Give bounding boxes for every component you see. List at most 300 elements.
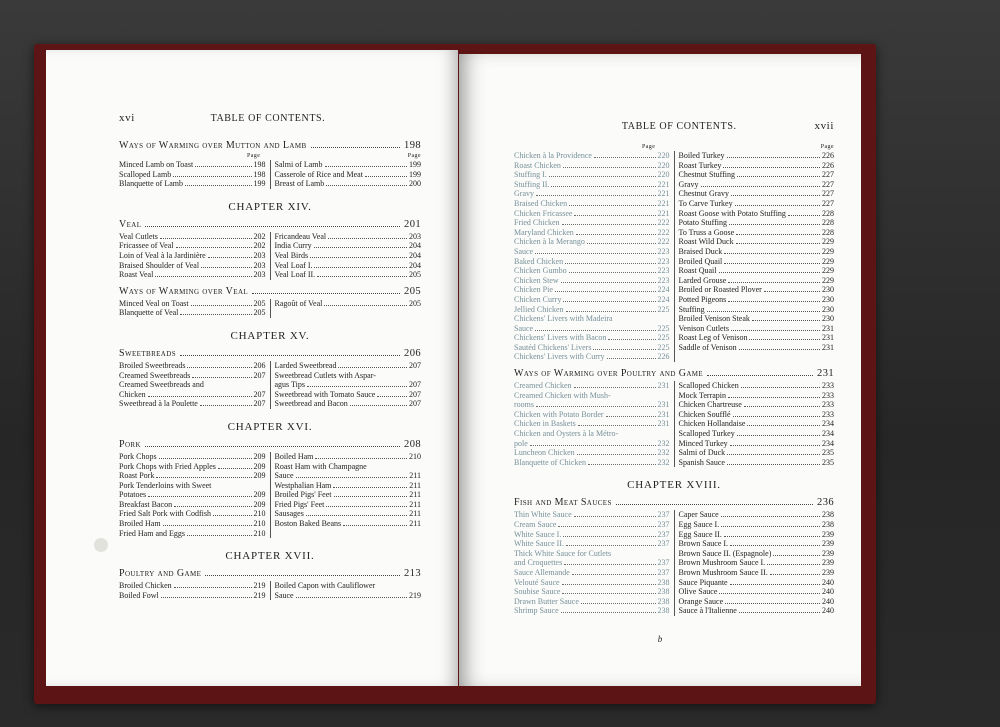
entry-page: 203	[253, 250, 266, 260]
entry-page: 238	[822, 510, 834, 520]
dot-leader	[739, 612, 820, 613]
toc-entry	[514, 558, 670, 568]
entry-title: Larded Grouse	[678, 275, 727, 285]
toc-entry	[514, 352, 670, 362]
toc-entry	[679, 410, 835, 420]
dot-leader	[160, 238, 252, 239]
right-column	[675, 510, 835, 616]
entry-page: 207	[409, 380, 421, 390]
entry-title: Chickens' Livers with Curry	[514, 352, 605, 362]
entry-title: Brown Sauce I.	[678, 539, 729, 549]
entry-title: Fried Ham and Eggs	[119, 528, 185, 538]
toc-entry	[514, 218, 670, 228]
toc-entry	[679, 606, 835, 616]
dot-leader	[563, 167, 656, 168]
dot-leader	[535, 253, 655, 254]
entry-title: Sauce	[514, 323, 534, 333]
dot-leader	[365, 176, 407, 177]
page-label-left: Page	[642, 144, 656, 150]
toc-entry	[514, 189, 670, 199]
page-column-label	[119, 153, 421, 159]
entry-title: Shrimp Sauce	[514, 606, 559, 616]
entry-page: 228	[822, 227, 834, 237]
dot-leader	[752, 320, 820, 321]
dot-leader	[594, 157, 656, 158]
toc-entry	[679, 295, 835, 305]
toc-entry	[275, 490, 422, 500]
dot-leader	[724, 253, 820, 254]
entry-page: 239	[822, 567, 834, 577]
entry-page: 233	[822, 381, 834, 391]
two-column-entries	[119, 160, 421, 189]
entry-page: 239	[822, 539, 834, 549]
two-column-entries	[514, 510, 834, 616]
toc-entry	[514, 276, 670, 286]
entry-page: 231	[822, 333, 834, 343]
dot-leader	[707, 375, 813, 376]
section-title: Ways of Warming over Mutton and Lamb	[119, 140, 307, 151]
entry-page: 222	[657, 237, 670, 247]
entry-title: Minced Turkey	[678, 438, 728, 448]
entry-title: Thick White Sauce for Cutlets	[514, 548, 612, 558]
dot-leader	[736, 234, 820, 235]
toc-entry	[514, 510, 670, 520]
left-column	[119, 232, 271, 280]
entry-page: 231	[657, 381, 670, 391]
entry-title: Sweetbread Cutlets with Aspar-	[274, 370, 376, 380]
entry-page: 204	[409, 250, 421, 260]
signature-mark: b	[657, 634, 663, 644]
left-column	[514, 510, 675, 616]
dot-leader	[338, 367, 407, 368]
entry-page: 231	[822, 342, 834, 352]
entry-page: 205	[409, 298, 421, 308]
section-title: Pork	[119, 438, 141, 450]
dot-leader	[530, 445, 656, 446]
toc-entry	[514, 578, 670, 588]
toc-entry	[679, 305, 835, 315]
dot-leader	[159, 458, 252, 459]
toc-entry	[119, 519, 266, 529]
toc-entry	[679, 266, 835, 276]
toc-entry	[679, 520, 835, 530]
entry-title: Ragoût of Veal	[274, 298, 323, 308]
entry-title: Roast Goose with Potato Stuffing	[678, 208, 786, 218]
entry-title: Chicken Soufflé	[678, 409, 731, 419]
dot-leader	[719, 272, 821, 273]
right-column	[675, 381, 835, 467]
dot-leader	[314, 267, 407, 268]
entry-page: 229	[822, 266, 834, 276]
toc-entry	[679, 324, 835, 334]
entry-title: Sauce à l'Italienne	[678, 606, 737, 616]
entry-title: To Truss a Goose	[678, 227, 735, 237]
toc-entry	[514, 410, 670, 420]
entry-title: Fried Salt Pork with Codfish	[119, 509, 212, 519]
toc-entry	[514, 400, 670, 410]
entry-title: Caper Sauce	[678, 510, 719, 520]
entry-title: Chicken à la Merango	[514, 237, 585, 247]
entry-page: 237	[657, 510, 670, 520]
entry-title: Chicken à la Providence	[514, 151, 592, 160]
entry-title: Roast Chicken	[514, 160, 561, 170]
section-page: 208	[404, 438, 421, 450]
entry-title: Luncheon Chicken	[514, 448, 575, 458]
entry-page: 231	[822, 323, 834, 333]
entry-page: 219	[253, 581, 266, 591]
dot-leader	[721, 516, 820, 517]
entry-page: 223	[657, 256, 670, 266]
entry-page: 225	[657, 333, 670, 343]
left-column	[119, 299, 271, 318]
dot-leader	[744, 406, 820, 407]
entry-title: Pork Chops	[119, 451, 157, 461]
dot-leader	[310, 257, 407, 258]
dot-leader	[730, 445, 820, 446]
dot-leader	[187, 367, 251, 368]
toc-entry	[119, 452, 266, 462]
entry-title: Chicken Curry	[514, 294, 562, 304]
chapter-heading: CHAPTER XIV.	[228, 200, 312, 213]
section-heading	[119, 439, 421, 450]
entry-page: 237	[657, 520, 670, 529]
dot-leader	[350, 405, 407, 406]
toc-entry	[275, 241, 422, 251]
toc-entry	[679, 247, 835, 257]
section-page: 205	[404, 285, 421, 297]
entry-page: 205	[253, 298, 266, 308]
chapter-heading: CHAPTER XVIII.	[627, 479, 721, 492]
toc-entry	[275, 390, 422, 400]
entry-title: Chestnut Gravy	[678, 189, 729, 199]
entry-page: 225	[657, 304, 670, 314]
toc-entry	[119, 399, 266, 409]
toc-entry	[514, 228, 670, 238]
toc-entry	[514, 429, 670, 439]
dot-leader	[148, 496, 251, 497]
entry-page: 227	[822, 189, 834, 199]
entry-title: Potatoes	[119, 490, 147, 500]
entry-title: rooms	[514, 400, 534, 410]
dot-leader	[328, 238, 407, 239]
dot-leader	[727, 157, 820, 158]
toc-entry	[119, 380, 266, 390]
entry-title: Chickens' Livers with Bacon	[514, 333, 607, 343]
entry-page: 232	[657, 457, 670, 467]
entry-page: 237	[657, 567, 670, 577]
entry-page: 227	[822, 179, 834, 189]
entry-page: 226	[657, 352, 670, 362]
toc-entry	[514, 257, 670, 267]
toc-entry	[679, 189, 835, 199]
toc-entry	[679, 161, 835, 171]
toc-entry	[679, 151, 835, 161]
toc-entry	[514, 237, 670, 247]
entry-page: 233	[822, 390, 834, 400]
left-column	[514, 381, 675, 467]
entry-page: 227	[822, 170, 834, 180]
entry-title: Gravy	[678, 179, 699, 189]
entry-page: 224	[657, 294, 670, 304]
entry-page: 207	[409, 360, 421, 370]
toc-entry	[679, 209, 835, 219]
dot-leader	[201, 267, 251, 268]
two-column-entries	[514, 151, 834, 362]
entry-title: Creamed Sweetbreads	[119, 370, 191, 380]
entry-title: Jellied Chicken	[514, 304, 564, 314]
dot-leader	[218, 468, 252, 469]
dot-leader	[737, 176, 820, 177]
dot-leader	[569, 272, 656, 273]
dot-leader	[730, 545, 820, 546]
entry-page: 238	[657, 587, 670, 597]
dot-leader	[730, 584, 820, 585]
entry-page: 233	[822, 400, 834, 410]
dot-leader	[561, 612, 656, 613]
entry-page: 225	[657, 323, 670, 333]
entry-title: Sauce	[274, 471, 294, 481]
section-heading	[514, 368, 834, 379]
entry-page: 203	[253, 270, 266, 280]
entry-page: 220	[657, 151, 670, 160]
entry-title: Broiled Ham	[119, 519, 161, 529]
dot-leader	[185, 185, 252, 186]
dot-leader	[536, 195, 656, 196]
entry-title: and Croquettes	[514, 558, 563, 568]
right-column	[271, 160, 422, 189]
entry-title: Loin of Veal à la Jardinière	[119, 250, 206, 260]
toc-entry	[119, 179, 266, 189]
chapter-heading: CHAPTER XV.	[230, 329, 310, 342]
toc-entry	[514, 151, 670, 161]
entry-title: Chicken	[119, 389, 146, 399]
entry-title: Roast Leg of Venison	[678, 333, 748, 343]
entry-page: 223	[657, 266, 670, 276]
two-column-entries	[119, 581, 421, 600]
entry-title: Broiled Quail	[678, 256, 723, 266]
entry-page: 221	[657, 198, 670, 208]
dot-leader	[701, 186, 821, 187]
toc-entry	[275, 170, 422, 180]
entry-title: Chicken in Baskets	[514, 419, 576, 429]
dot-leader	[213, 515, 251, 516]
toc-entry	[275, 481, 422, 491]
toc-entry	[679, 285, 835, 295]
toc-entry	[119, 251, 266, 261]
toc-entry	[679, 237, 835, 247]
entry-title: Olive Sauce	[678, 587, 718, 597]
section-heading	[119, 348, 421, 359]
entry-title: Veal Loaf II.	[274, 270, 316, 280]
toc-entry	[119, 529, 266, 539]
dot-leader	[195, 166, 251, 167]
entry-page: 237	[657, 558, 670, 568]
entry-title: Chestnut Stuffing	[678, 170, 736, 180]
entry-page: 210	[253, 519, 266, 529]
two-column-entries	[119, 452, 421, 538]
entry-page: 211	[409, 509, 421, 519]
toc-entry	[514, 170, 670, 180]
entry-title: Scalloped Turkey	[678, 429, 735, 439]
chapter-heading: CHAPTER XVII.	[225, 550, 315, 563]
entry-title: Sweetbread and Bacon	[274, 399, 348, 409]
dot-leader	[326, 185, 407, 186]
dot-leader	[326, 506, 407, 507]
dot-leader	[728, 282, 820, 283]
entry-title: Egg Sauce II.	[678, 529, 722, 539]
entry-page: 234	[822, 429, 834, 439]
entry-page: 228	[822, 208, 834, 218]
entry-title: Chicken Stew	[514, 275, 559, 285]
entry-title: Chicken Hollandaise	[678, 419, 746, 429]
entry-title: Creamed Chicken with Mush-	[514, 390, 611, 400]
entry-title: Boiled Fowl	[119, 590, 159, 600]
entry-title: Boiled Ham	[274, 451, 314, 461]
toc-entry	[679, 558, 835, 568]
dot-leader	[764, 291, 820, 292]
entry-page: 234	[822, 419, 834, 429]
entry-page: 211	[409, 490, 421, 500]
toc-entry	[514, 539, 670, 549]
toc-entry	[275, 471, 422, 481]
dot-leader	[749, 339, 820, 340]
dot-leader	[572, 574, 656, 575]
entry-title: India Curry	[274, 241, 312, 251]
toc-entry	[679, 549, 835, 559]
dot-leader	[208, 257, 252, 258]
entry-title: Venison Cutlets	[678, 323, 729, 333]
dot-leader	[593, 349, 655, 350]
dot-leader	[180, 355, 400, 356]
toc-entry	[514, 520, 670, 530]
section-page: 198	[404, 140, 421, 151]
dot-leader	[574, 215, 655, 216]
left-column	[119, 160, 271, 189]
entry-page: 207	[253, 389, 266, 399]
entry-title: Sweetbread with Tomato Sauce	[274, 389, 376, 399]
dot-leader	[187, 535, 252, 536]
entry-title: Veal Birds	[274, 250, 309, 260]
entry-title: Casserole of Rice and Meat	[274, 169, 363, 179]
dot-leader	[773, 555, 820, 556]
toc-entry	[514, 285, 670, 295]
dot-leader	[174, 587, 252, 588]
entry-title: Braised Chicken	[514, 198, 568, 208]
toc-entry	[514, 295, 670, 305]
entry-page: 240	[822, 606, 834, 616]
entry-title: White Sauce I.	[514, 529, 562, 539]
toc-entry	[275, 261, 422, 271]
entry-page: 209	[253, 471, 266, 481]
entry-page: 209	[253, 451, 266, 461]
entry-title: Roast Veal	[119, 270, 154, 280]
toc-entry	[275, 462, 422, 472]
dot-leader	[733, 416, 820, 417]
toc-entry	[514, 199, 670, 209]
toc-entry	[679, 257, 835, 267]
entry-title: Chicken Pie	[514, 285, 553, 295]
entry-title: Brown Mushroom Sauce I.	[678, 558, 766, 568]
dot-leader	[551, 186, 655, 187]
toc-entry	[275, 251, 422, 261]
two-column-entries	[119, 299, 421, 318]
dot-leader	[145, 226, 400, 227]
entry-title: Blanquette of Veal	[119, 308, 179, 318]
toc-entry	[679, 597, 835, 607]
entry-title: Orange Sauce	[678, 596, 724, 606]
toc-entry	[514, 343, 670, 353]
right-page-content	[514, 116, 834, 616]
section-heading	[119, 219, 421, 230]
toc-entry	[119, 490, 266, 500]
right-column	[271, 361, 422, 409]
entry-page: 210	[253, 528, 266, 538]
dot-leader	[788, 215, 820, 216]
dot-leader	[747, 425, 820, 426]
dot-leader	[563, 301, 655, 302]
dot-leader	[588, 464, 656, 465]
entry-title: Mock Terrapin	[678, 390, 726, 400]
entry-title: Stuffing I.	[514, 170, 547, 180]
entry-page: 235	[822, 457, 834, 467]
section-heading	[119, 140, 421, 151]
entry-page: 240	[822, 577, 834, 587]
toc-entry	[119, 481, 266, 491]
entry-title: Chicken and Oysters à la Métro-	[514, 429, 619, 439]
toc-entry	[275, 371, 422, 381]
toc-entry	[679, 276, 835, 286]
dot-leader	[558, 526, 655, 527]
entry-page: 230	[822, 304, 834, 314]
entry-title: Minced Lamb on Toast	[119, 160, 194, 169]
entry-title: pole	[514, 438, 528, 448]
entry-title: Soubise Sauce	[514, 587, 561, 597]
toc-entry	[679, 218, 835, 228]
running-title: TABLE OF CONTENTS.	[210, 113, 326, 124]
entry-title: Sauce Allemande	[514, 567, 570, 577]
section-heading	[514, 497, 834, 508]
dot-leader	[307, 386, 407, 387]
entry-page: 240	[822, 596, 834, 606]
entry-title: Boiled Capon with Cauliflower	[274, 581, 376, 591]
toc-entry	[679, 419, 835, 429]
section-title: Ways of Warming over Veal	[119, 285, 249, 297]
section-heading	[119, 568, 421, 579]
entry-page: 238	[657, 606, 670, 616]
entry-page: 225	[657, 342, 670, 352]
entry-title: Salmi of Duck	[678, 448, 726, 458]
dot-leader	[587, 243, 656, 244]
entry-title: Braised Shoulder of Veal	[119, 260, 200, 270]
entry-page: 231	[657, 419, 670, 429]
entry-page: 210	[253, 509, 266, 519]
entry-page: 207	[409, 389, 421, 399]
entry-page: 229	[822, 256, 834, 266]
toc-entry	[679, 510, 835, 520]
entry-page: 232	[657, 438, 670, 448]
two-column-entries	[119, 232, 421, 280]
right-column	[271, 299, 422, 318]
dot-leader	[191, 305, 252, 306]
entry-page: 222	[657, 218, 670, 228]
entry-page: 205	[253, 308, 266, 318]
dot-leader	[574, 387, 656, 388]
entry-page: 203	[409, 231, 421, 241]
entry-page: 233	[822, 409, 834, 419]
toc-entry	[119, 462, 266, 472]
entry-page: 210	[409, 451, 421, 461]
toc-entry	[119, 170, 266, 180]
